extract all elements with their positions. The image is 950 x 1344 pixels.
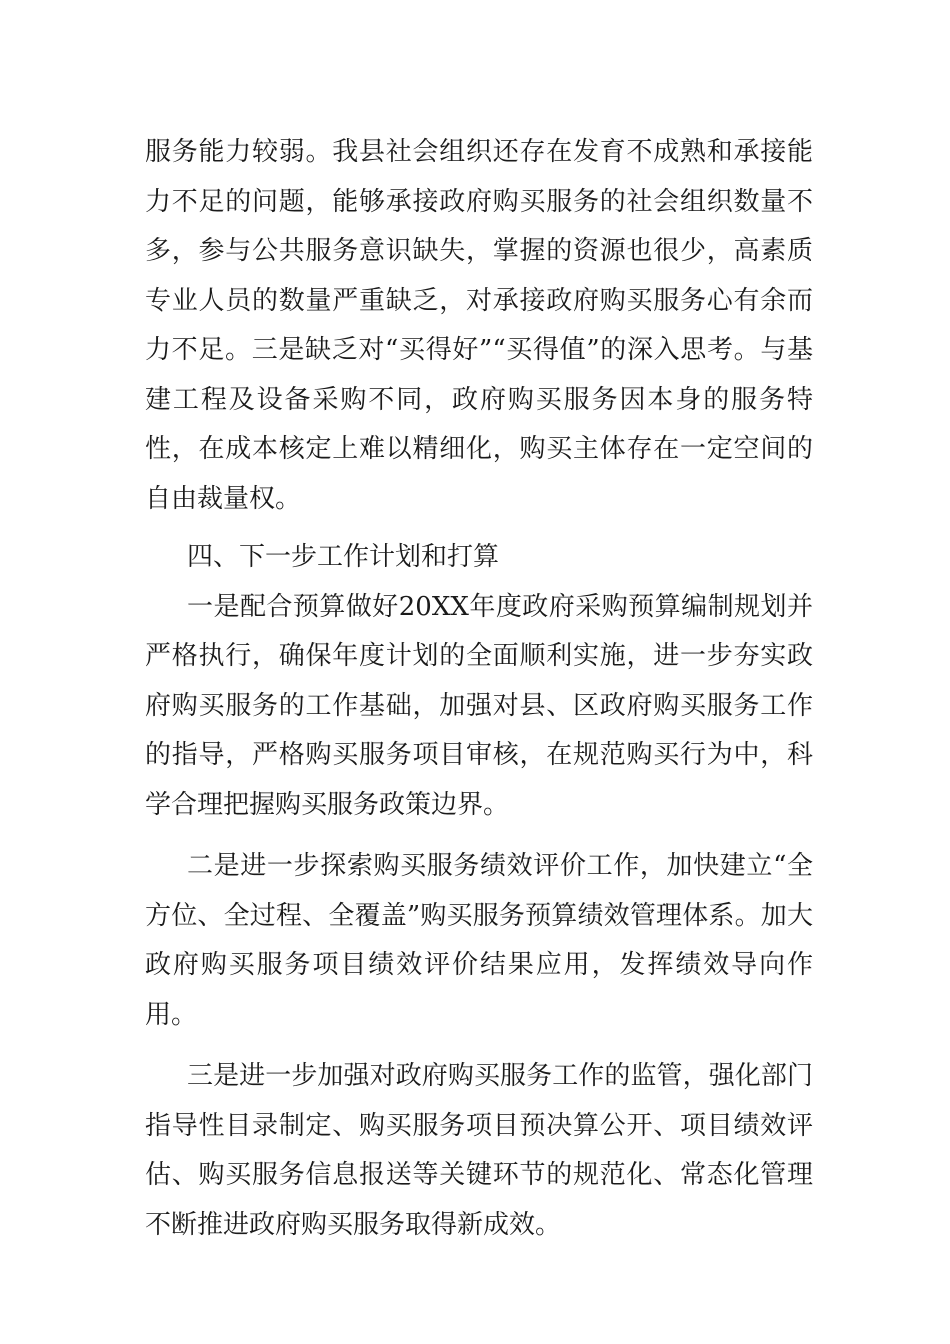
section-heading: 四、下一步工作计划和打算 bbox=[187, 542, 500, 572]
paragraph-plan-one: 一是配合预算做好20XX年度政府采购预算编制规划并严格执行，确保年度计划的全面顺利实施，进一步夯实政府购买服务的工作基础，加强对县、区政府购买服务工作的指导，严格购买服务项目审核，在规范购买行为中，科学合理把握购买服务政策边界。 bbox=[145, 591, 813, 820]
paragraph-plan-two: 二是进一步探索购买服务绩效评价工作，加快建立“全方位、全过程、全覆盖”购买服务预算绩效管理体系。加大政府购买服务项目绩效评价结果应用，发挥绩效导向作用。 bbox=[145, 851, 813, 1030]
document-body bbox=[145, 128, 813, 1250]
paragraph-continuation: 服务能力较弱。我县社会组织还存在发育不成熟和承接能力不足的问题，能够承接政府购买服务的社会组织数量不多，参与公共服务意识缺失，掌握的资源也很少，高素质专业人员的数量严重缺乏，对承接政府购买服务心有余而力不足。三是缺乏对“买得好”“买得值”的深入思考。与基建工程及设备采购不同，政府购买服务因本身的服务特性，在成本核定上难以精细化，购买主体存在一定空间的自由裁量权。 bbox=[145, 137, 813, 514]
paragraph-plan-three: 三是进一步加强对政府购买服务工作的监管，强化部门指导性目录制定、购买服务项目预决算公开、项目绩效评估、购买服务信息报送等关键环节的规范化、常态化管理不断推进政府购买服务取得新成效。 bbox=[145, 1061, 813, 1240]
